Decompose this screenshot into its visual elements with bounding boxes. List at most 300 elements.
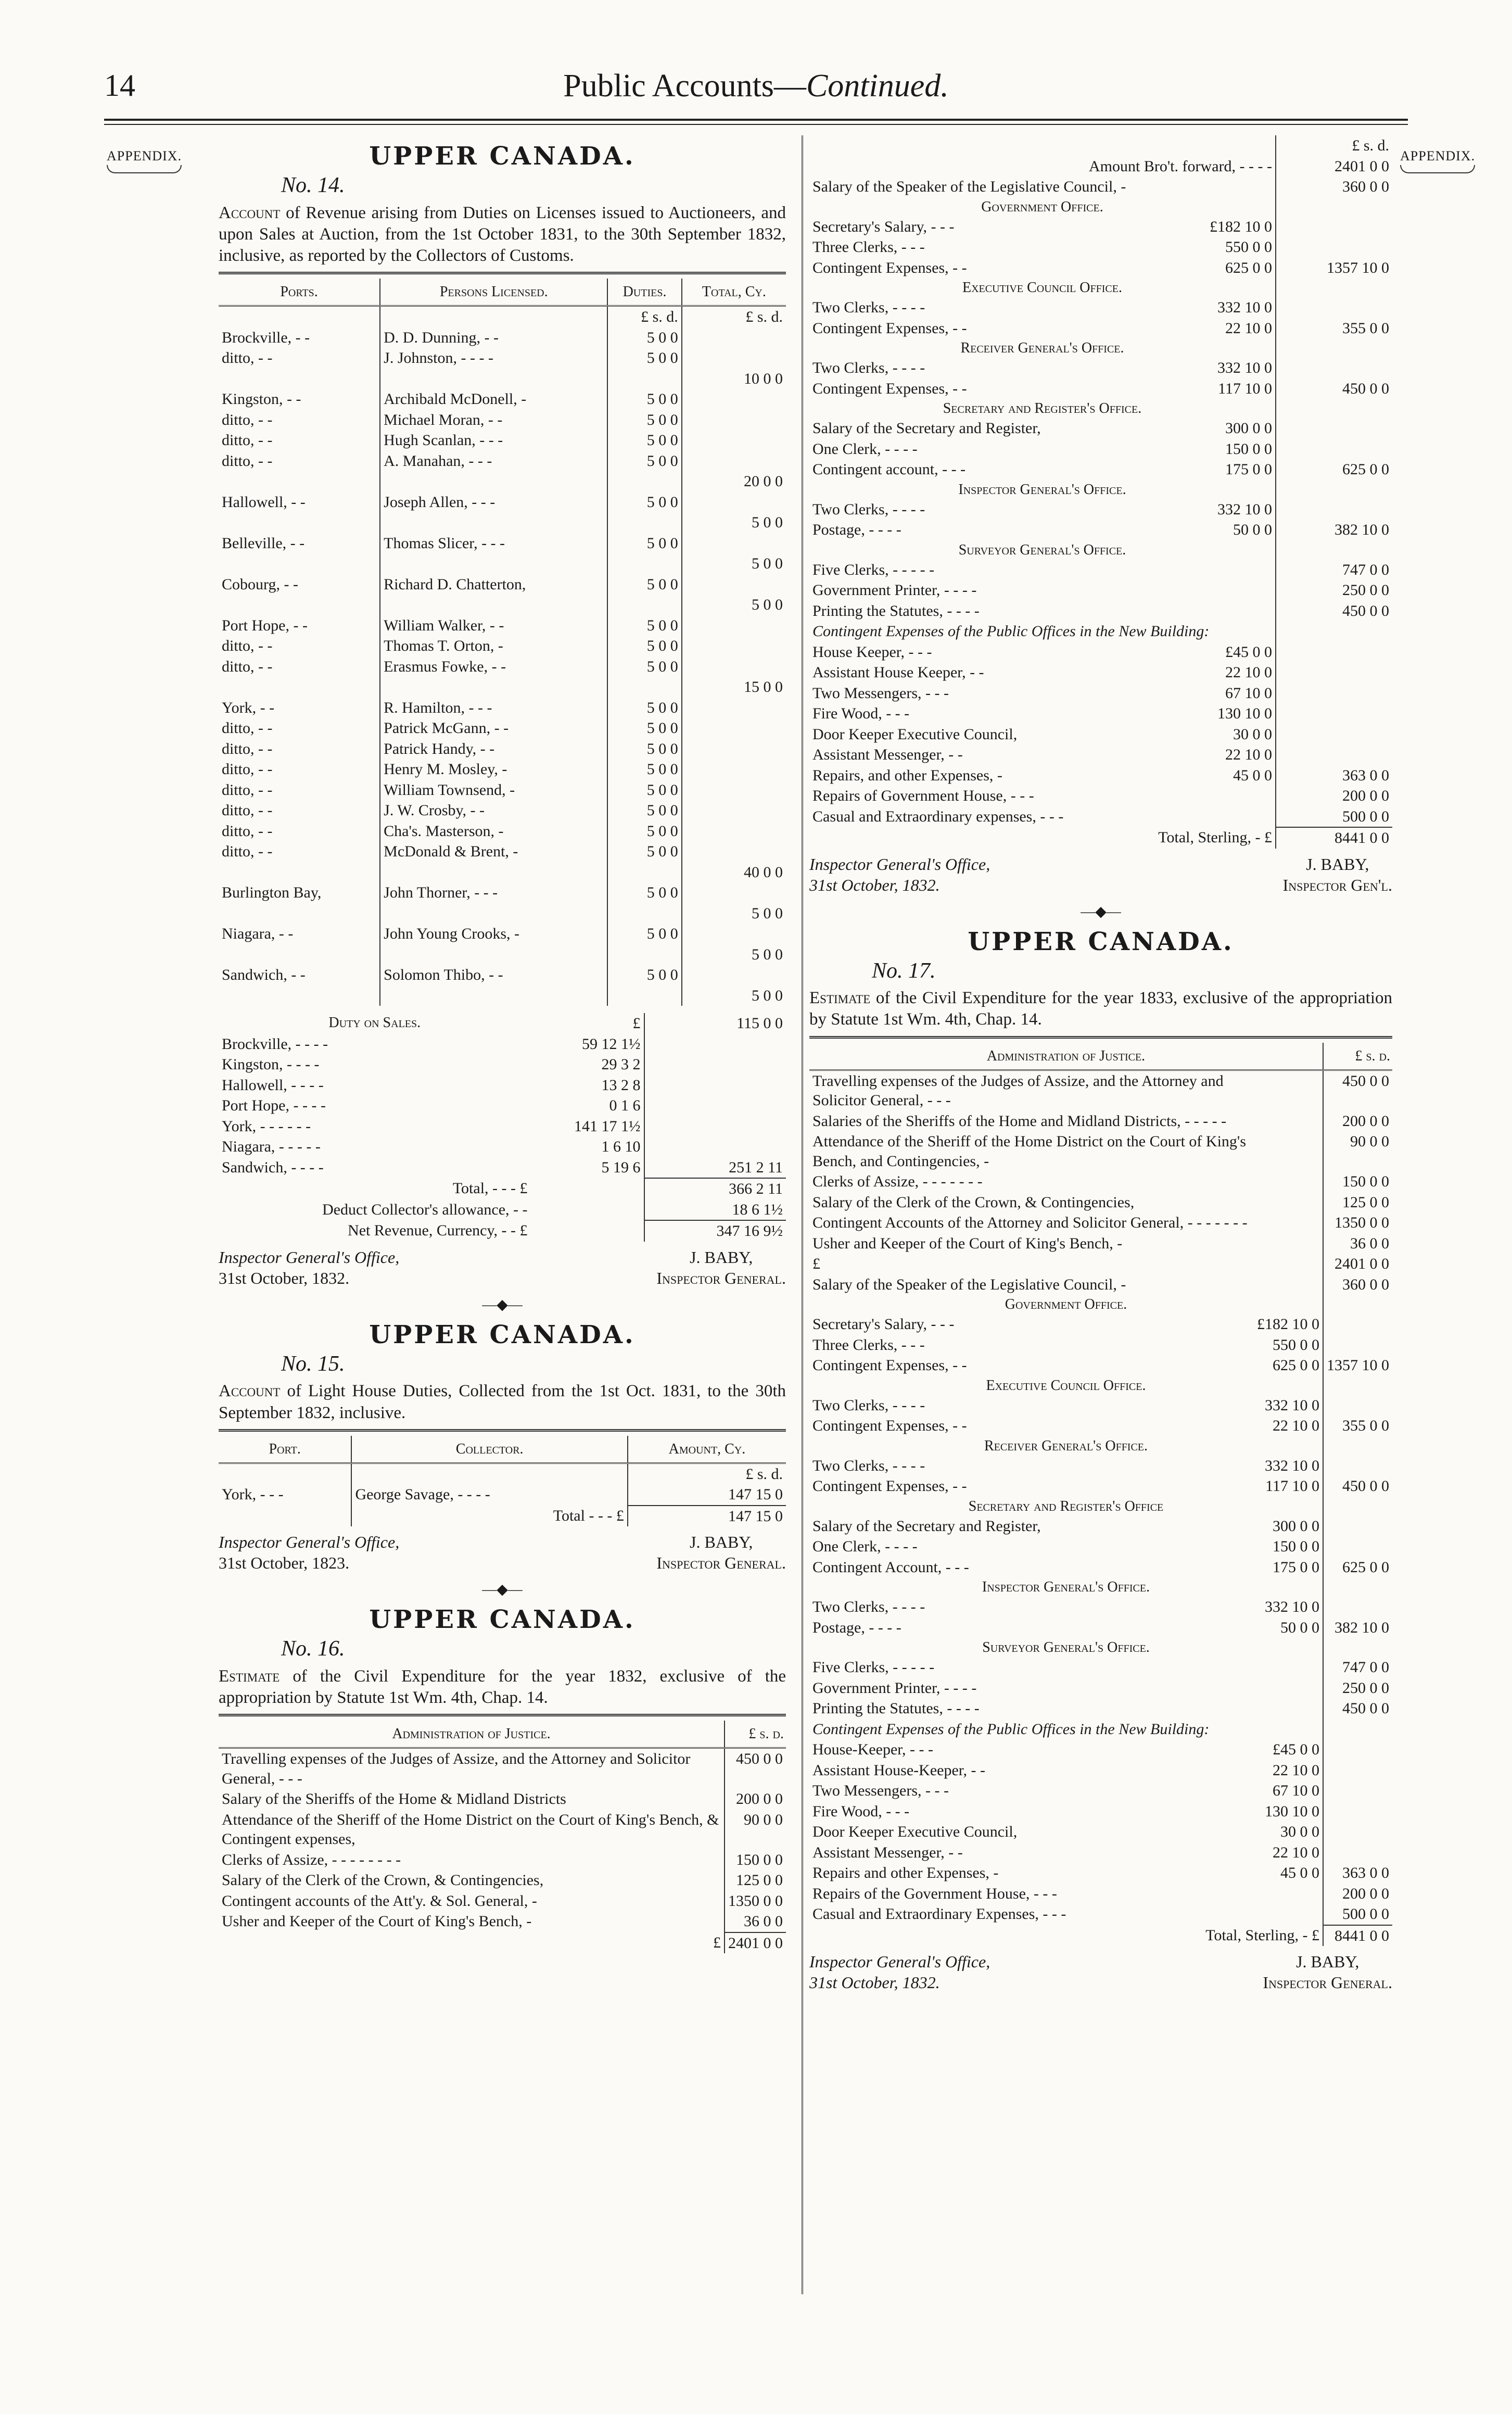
table-row [809, 1698, 1392, 1719]
item-subamount [1254, 1678, 1323, 1699]
port-cell: ditto, - - [219, 821, 380, 842]
port-cell [219, 677, 380, 698]
item-amount: 363 0 0 [1276, 765, 1392, 786]
table-row [809, 1314, 1392, 1335]
table-row [219, 1136, 786, 1157]
port-cell: ditto, - - [219, 656, 380, 677]
item-label: Secretary's Salary, - - - [812, 218, 955, 235]
table-row [809, 1233, 1392, 1254]
table-row [809, 1376, 1392, 1395]
sign-date: 31st October, 1832. [809, 875, 940, 894]
person-cell: William Walker, - - [380, 615, 607, 636]
currency-head: £ s. d. [607, 306, 681, 327]
item-subamount [1171, 560, 1276, 580]
item-subamount: 332 10 0 [1217, 359, 1272, 376]
table-row [809, 418, 1392, 439]
section-number: No. 17. [872, 958, 936, 983]
section-description [809, 988, 1392, 1031]
item-amount: 363 0 0 [1323, 1863, 1392, 1884]
col-collector: Collector. [351, 1436, 627, 1463]
table-row [809, 1842, 1392, 1863]
person-cell [380, 471, 607, 492]
table-row [219, 841, 786, 862]
item-label: Casual and Extraordinary expenses, - - - [812, 807, 1064, 825]
item-subamount [1254, 1212, 1323, 1233]
item-amount [1323, 1314, 1392, 1335]
port-cell: Burlington Bay, [219, 882, 380, 903]
col-duties: Duties. [607, 279, 681, 306]
table-row [219, 451, 786, 472]
item-amount: 125 0 0 [1323, 1192, 1392, 1213]
table-row [809, 278, 1392, 297]
table-row [809, 806, 1392, 828]
duty-cell: 5 0 0 [607, 759, 681, 780]
duty-cell [607, 677, 681, 698]
total-cell [682, 800, 786, 821]
item-subamount: 50 0 0 [1233, 521, 1272, 538]
item-subamount: 45 0 0 [1233, 766, 1272, 784]
person-cell [380, 903, 607, 924]
section-heading: UPPER CANADA. [369, 1320, 636, 1349]
item-amount: 382 10 0 [1323, 1617, 1392, 1638]
header-rule-thin [104, 124, 1408, 125]
duty-cell [607, 985, 681, 1006]
table-row [809, 237, 1392, 258]
table-row [219, 410, 786, 431]
item-amount: 2401 0 0 [1323, 1254, 1392, 1274]
person-cell: Patrick Handy, - - [380, 739, 607, 760]
net-label: Net Revenue, Currency, - - £ [348, 1222, 528, 1240]
item-subamount: 625 0 0 [1225, 259, 1272, 276]
col-ports: Ports. [219, 279, 380, 306]
item-subamount: 22 10 0 [1273, 1761, 1319, 1779]
section-heading: UPPER CANADA. [968, 927, 1234, 956]
item-subamount: 30 0 0 [1233, 725, 1272, 743]
col-head: Administration of Justice. [809, 1043, 1323, 1070]
item-label: Secretary's Salary, - - - [812, 1316, 955, 1333]
table-row [219, 348, 786, 369]
item-amount: 1350 0 0 [728, 1892, 783, 1910]
sales-heading: Duty on Sales. [328, 1015, 421, 1031]
item-label: Contingent accounts of the Att'y. & Sol. General, - [219, 1891, 725, 1912]
item-label: Salary of the Speaker of the Legislative Council, - [812, 178, 1126, 195]
item-label: Door Keeper Executive Council, [812, 725, 1018, 743]
collector-cell: George Savage, - - - - [351, 1484, 627, 1506]
desc-text: of the Civil Expenditure for the year 1833, exclusive of the appropriation by Statute 1st Wm. 4th, Chap. 14. [809, 989, 1392, 1029]
duty-cell: 5 0 0 [607, 821, 681, 842]
sale-amount: 29 3 2 [601, 1056, 641, 1073]
title-continued: Continued. [806, 68, 949, 104]
item-label: Two Clerks, - - - - [812, 299, 925, 316]
table-row [809, 338, 1392, 358]
table-row [809, 1476, 1392, 1497]
item-subamount: 625 0 0 [1273, 1357, 1319, 1374]
item-subamount: 67 10 0 [1225, 684, 1272, 702]
duty-cell: 5 0 0 [607, 389, 681, 410]
port-cell: ditto, - - [219, 430, 380, 451]
port-cell [219, 512, 380, 533]
sign-date: 31st October, 1832. [219, 1268, 350, 1287]
port-cell [219, 595, 380, 615]
item-subamount: 117 10 0 [1218, 380, 1272, 397]
duty-cell: 5 0 0 [607, 965, 681, 985]
item-subamount [1171, 601, 1276, 622]
item-label: Two Clerks, - - - - [812, 1598, 925, 1615]
total-cell [682, 718, 786, 739]
sale-place: Kingston, - - - - [222, 1056, 320, 1073]
table-row [219, 1850, 786, 1870]
item-label: Salaries of the Sheriffs of the Home and Midland Districts, - - - - - [812, 1112, 1227, 1130]
table-row [809, 1863, 1392, 1884]
port-cell: Port Hope, - - [219, 615, 380, 636]
signature-block [809, 854, 1392, 895]
table-row [809, 1274, 1392, 1295]
col-port: Port. [219, 1436, 351, 1463]
subheading: Inspector General's Office. [982, 1579, 1150, 1595]
duty-cell: 5 0 0 [607, 533, 681, 554]
subheading: Executive Council Office. [962, 280, 1122, 296]
deduct-label: Deduct Collector's allowance, - - [322, 1200, 528, 1218]
item-amount [1276, 418, 1392, 439]
item-subamount: 50 0 0 [1280, 1619, 1319, 1636]
table-row [219, 759, 786, 780]
divider-ornament: —◆— [482, 1582, 523, 1598]
section-heading: UPPER CANADA. [369, 142, 636, 171]
person-cell [380, 677, 607, 698]
port-cell [219, 903, 380, 924]
table-row [219, 327, 786, 348]
table-row [219, 1789, 786, 1810]
item-amount: 500 0 0 [1276, 806, 1392, 828]
total-cell [682, 841, 786, 862]
currency-head: £ s. d. [725, 1721, 786, 1748]
item-subamount [1171, 786, 1276, 806]
sales-table: Duty on Sales. £ 115 0 0 Brockville, - - - - 59 12 1½ Kingston, - - - - 29 3 2 Hallowell, - - - - 13 2 8 Port Hope, - - - - 0 1 6 York, - - - - - - 141 17 1½ Niagara, - - - - - 1 6 10 Sandwich, - - - - 5 19 6 251 2 11 Total, - - - £ 366 2 11 Deduct Collector's allowance, - - 18 6 1½ Net Revenue, Currency, - - £ 347 16 9½ [219, 1013, 786, 1242]
table-row [809, 1456, 1392, 1476]
desc-lead: Estimate [809, 989, 871, 1007]
duty-cell: 5 0 0 [607, 718, 681, 739]
item-label: One Clerk, - - - - [812, 440, 918, 458]
table-row [219, 1911, 786, 1932]
item-label: Contingent Expenses, - - [812, 259, 967, 276]
item-subamount [1254, 1274, 1323, 1295]
item-amount: 36 0 0 [744, 1913, 783, 1930]
net-value: 347 16 9½ [644, 1220, 786, 1242]
item-label: Salary of the Secretary and Register, [812, 420, 1041, 437]
item-amount [1323, 1780, 1392, 1801]
total-cell [682, 389, 786, 410]
item-amount: 150 0 0 [736, 1851, 783, 1868]
table-row [219, 1484, 786, 1506]
total-cell: 5 0 0 [752, 945, 783, 963]
person-cell: Joseph Allen, - - - [380, 492, 607, 513]
item-label: Travelling expenses of the Judges of Assize, and the Attorney and Solicitor General, - - - [219, 1748, 725, 1789]
duty-cell [607, 369, 681, 389]
duty-cell [607, 595, 681, 615]
table-row [809, 1557, 1392, 1578]
table-row [809, 217, 1392, 237]
table-row [809, 318, 1392, 339]
item-label: Assistant House Keeper, - - [812, 664, 984, 681]
duty-cell [607, 862, 681, 883]
item-amount [1276, 297, 1392, 318]
item-amount [1323, 1335, 1392, 1356]
col-total: Total, Cy. [682, 279, 786, 306]
person-cell [380, 553, 607, 574]
table-row [809, 378, 1392, 399]
sign-name: J. BABY, [690, 1247, 753, 1267]
port-cell: ditto, - - [219, 841, 380, 862]
item-label: Contingent Accounts of the Attorney and Solicitor General, - - - - - - - [812, 1214, 1248, 1231]
table-row [809, 540, 1392, 560]
item-subamount: 332 10 0 [1265, 1598, 1319, 1615]
item-amount [1276, 662, 1392, 683]
table-row [219, 492, 786, 513]
sale-place: Niagara, - - - - - [222, 1138, 321, 1156]
item-amount: 90 0 0 [1323, 1131, 1392, 1171]
table-row [809, 1395, 1392, 1416]
table-row [219, 389, 786, 410]
total-cell [682, 410, 786, 431]
item-amount: 747 0 0 [1323, 1657, 1392, 1678]
total-cell [682, 636, 786, 656]
rule [219, 1429, 786, 1432]
total-cell: 40 0 0 [744, 863, 783, 881]
section-number: No. 14. [281, 173, 345, 197]
person-cell [380, 369, 607, 389]
duty-cell: 5 0 0 [607, 924, 681, 944]
duty-cell: 5 0 0 [607, 841, 681, 862]
table-row [809, 744, 1392, 765]
item-subamount: 150 0 0 [1225, 440, 1272, 458]
item-amount: 747 0 0 [1276, 560, 1392, 580]
currency-head: £ s. d. [1323, 1043, 1392, 1070]
table-row [219, 1034, 786, 1055]
person-cell: J. Johnston, - - - - [380, 348, 607, 369]
sale-amount: 141 17 1½ [574, 1117, 641, 1135]
sale-amount: 59 12 1½ [582, 1035, 641, 1053]
item-amount [1276, 499, 1392, 520]
table-row [219, 1891, 786, 1912]
person-cell: John Thorner, - - - [380, 882, 607, 903]
item-amount: 1350 0 0 [1323, 1212, 1392, 1233]
item-subamount [1171, 580, 1276, 601]
sale-place: Sandwich, - - - - [222, 1158, 324, 1176]
item-label: Two Clerks, - - - - [812, 1457, 925, 1474]
currency-head: £ s. d. [745, 1465, 783, 1483]
duty-cell [607, 903, 681, 924]
item-subamount: £45 0 0 [1273, 1741, 1319, 1758]
item-subamount [1254, 1698, 1323, 1719]
total-cell [682, 615, 786, 636]
table-row [219, 1054, 786, 1075]
item-amount: 200 0 0 [736, 1790, 783, 1808]
item-subamount: 22 10 0 [1225, 319, 1272, 337]
subheading: Government Office. [981, 198, 1103, 215]
desc-lead: Account [219, 203, 281, 222]
sale-place: Hallowell, - - - - [222, 1076, 324, 1094]
table-row [809, 197, 1392, 217]
item-amount [1276, 237, 1392, 258]
table-row [809, 724, 1392, 745]
item-label: Printing the Statutes, - - - - [812, 602, 980, 620]
table-row [219, 862, 786, 883]
table-row [219, 656, 786, 677]
item-label: Repairs of Government House, - - - [812, 787, 1034, 804]
divider-ornament: —◆— [482, 1296, 523, 1313]
currency-head: £ s. d. [1276, 135, 1392, 156]
amount-cell: 147 15 0 [728, 1486, 783, 1503]
item-subamount: 550 0 0 [1273, 1336, 1319, 1354]
item-amount [1323, 1395, 1392, 1416]
item-amount [1323, 1760, 1392, 1781]
duty-cell: 5 0 0 [607, 492, 681, 513]
item-subamount [1254, 1131, 1323, 1171]
table-row [219, 903, 786, 924]
section-description [219, 1666, 786, 1709]
page-title [104, 68, 1408, 105]
port-cell: Kingston, - - [219, 389, 380, 410]
item-subamount [1254, 1254, 1323, 1274]
table-row [809, 1577, 1392, 1597]
table-row [809, 1171, 1392, 1192]
table-row [809, 1638, 1392, 1657]
item-amount [1276, 358, 1392, 378]
total-cell: 10 0 0 [744, 370, 783, 387]
duty-cell [607, 944, 681, 965]
total-value: 8441 0 0 [1276, 827, 1392, 849]
duty-cell [607, 553, 681, 574]
table-row [809, 1295, 1392, 1314]
sign-office: Inspector General's Office, [219, 1247, 400, 1267]
port-cell [219, 944, 380, 965]
item-amount [1323, 1842, 1392, 1863]
item-subamount: 117 10 0 [1265, 1477, 1319, 1495]
table-row [219, 739, 786, 760]
total-cell [682, 759, 786, 780]
port-cell: ditto, - - [219, 759, 380, 780]
item-label: Two Messengers, - - - [812, 1782, 949, 1799]
header-rule [104, 119, 1408, 121]
lighthouse-table [219, 1436, 786, 1527]
sign-title: Inspector General. [656, 1553, 786, 1573]
item-label: Assistant Messenger, - - [812, 1843, 963, 1861]
item-label: Five Clerks, - - - - - [812, 561, 935, 578]
port-cell: Cobourg, - - [219, 574, 380, 595]
duty-cell: 5 0 0 [607, 656, 681, 677]
item-subamount: 332 10 0 [1217, 500, 1272, 518]
estimate-1832-table [219, 1721, 786, 1953]
duty-cell: 5 0 0 [607, 882, 681, 903]
item-subamount [1254, 1904, 1323, 1925]
appendix-label-left: APPENDIX. [107, 148, 182, 173]
person-cell: Erasmus Fowke, - - [380, 656, 607, 677]
total-cell [682, 739, 786, 760]
total-cell: 5 0 0 [752, 596, 783, 614]
item-label: Fire Wood, - - - [812, 1802, 910, 1820]
item-subamount: 130 10 0 [1265, 1802, 1319, 1820]
item-amount: 625 0 0 [1276, 459, 1392, 480]
total-cell [682, 924, 786, 944]
item-subamount: £182 10 0 [1209, 218, 1272, 235]
item-label: Three Clerks, - - - [812, 238, 925, 256]
port-cell [219, 862, 380, 883]
deduct-value: 18 6 1½ [644, 1199, 786, 1221]
person-cell: John Young Crooks, - [380, 924, 607, 944]
person-cell: D. D. Dunning, - - [380, 327, 607, 348]
table-row [219, 636, 786, 656]
item-amount: 355 0 0 [1323, 1415, 1392, 1436]
table-row [809, 399, 1392, 418]
item-subamount: 150 0 0 [1273, 1538, 1319, 1555]
table-row [219, 800, 786, 821]
section-no-15 [219, 1319, 786, 1599]
table-row [809, 621, 1392, 642]
port-cell: ditto, - - [219, 739, 380, 760]
table-row [219, 1095, 786, 1116]
port-cell: Niagara, - - [219, 924, 380, 944]
table-row [809, 1355, 1392, 1376]
item-label: Two Clerks, - - - - [812, 359, 925, 376]
person-cell: Patrick McGann, - - [380, 718, 607, 739]
sales-sum: 251 2 11 [644, 1157, 786, 1179]
duty-cell: 5 0 0 [607, 410, 681, 431]
item-label: Contingent Expenses, - - [812, 380, 967, 397]
item-label: Casual and Extraordinary Expenses, - - - [812, 1905, 1066, 1923]
port-cell: ditto, - - [219, 348, 380, 369]
item-label: Contingent Account, - - - [812, 1558, 969, 1576]
item-subamount: 332 10 0 [1265, 1396, 1319, 1414]
table-row [809, 358, 1392, 378]
table-row [219, 430, 786, 451]
total-cell [682, 965, 786, 985]
table-row [809, 662, 1392, 683]
table-row [219, 1870, 786, 1891]
subheading: Secretary and Register's Office [968, 1498, 1164, 1514]
total-cell [682, 492, 786, 513]
item-amount [1276, 744, 1392, 765]
person-cell: Richard D. Chatterton, [380, 574, 607, 595]
sales-license-total: 115 0 0 [644, 1013, 786, 1034]
item-label: Contingent Expenses, - - [812, 1417, 967, 1434]
item-label: Postage, - - - - [812, 1619, 901, 1636]
item-label: Contingent Expenses, - - [812, 1477, 967, 1495]
table-row [809, 297, 1392, 318]
item-amount [1276, 703, 1392, 724]
person-cell: J. W. Crosby, - - [380, 800, 607, 821]
table-row [809, 1415, 1392, 1436]
item-label: Usher and Keeper of the Court of King's Bench, - [812, 1234, 1123, 1252]
col-amount: Amount, Cy. [628, 1436, 786, 1463]
brought-forward-label: Amount Bro't. forward, - - - - [1088, 157, 1272, 175]
total-value: 366 2 11 [644, 1178, 786, 1199]
item-label: Printing the Statutes, - - - - [812, 1700, 980, 1717]
sale-amount: 13 2 8 [601, 1076, 641, 1094]
sign-office: Inspector General's Office, [219, 1533, 400, 1552]
total-cell [682, 430, 786, 451]
table-row [809, 459, 1392, 480]
total-label: Total, Sterling, - £ [1205, 1926, 1319, 1944]
item-subamount: 550 0 0 [1225, 238, 1272, 256]
port-cell: ditto, - - [219, 780, 380, 801]
item-amount: 1357 10 0 [1276, 258, 1392, 279]
table-row [809, 1678, 1392, 1699]
table-row [809, 499, 1392, 520]
table-row [809, 1436, 1392, 1456]
subheading: Contingent Expenses of the Public Offices in the New Building: [812, 623, 1210, 640]
section-description [219, 203, 786, 267]
item-label: Two Clerks, - - - - [812, 500, 925, 518]
